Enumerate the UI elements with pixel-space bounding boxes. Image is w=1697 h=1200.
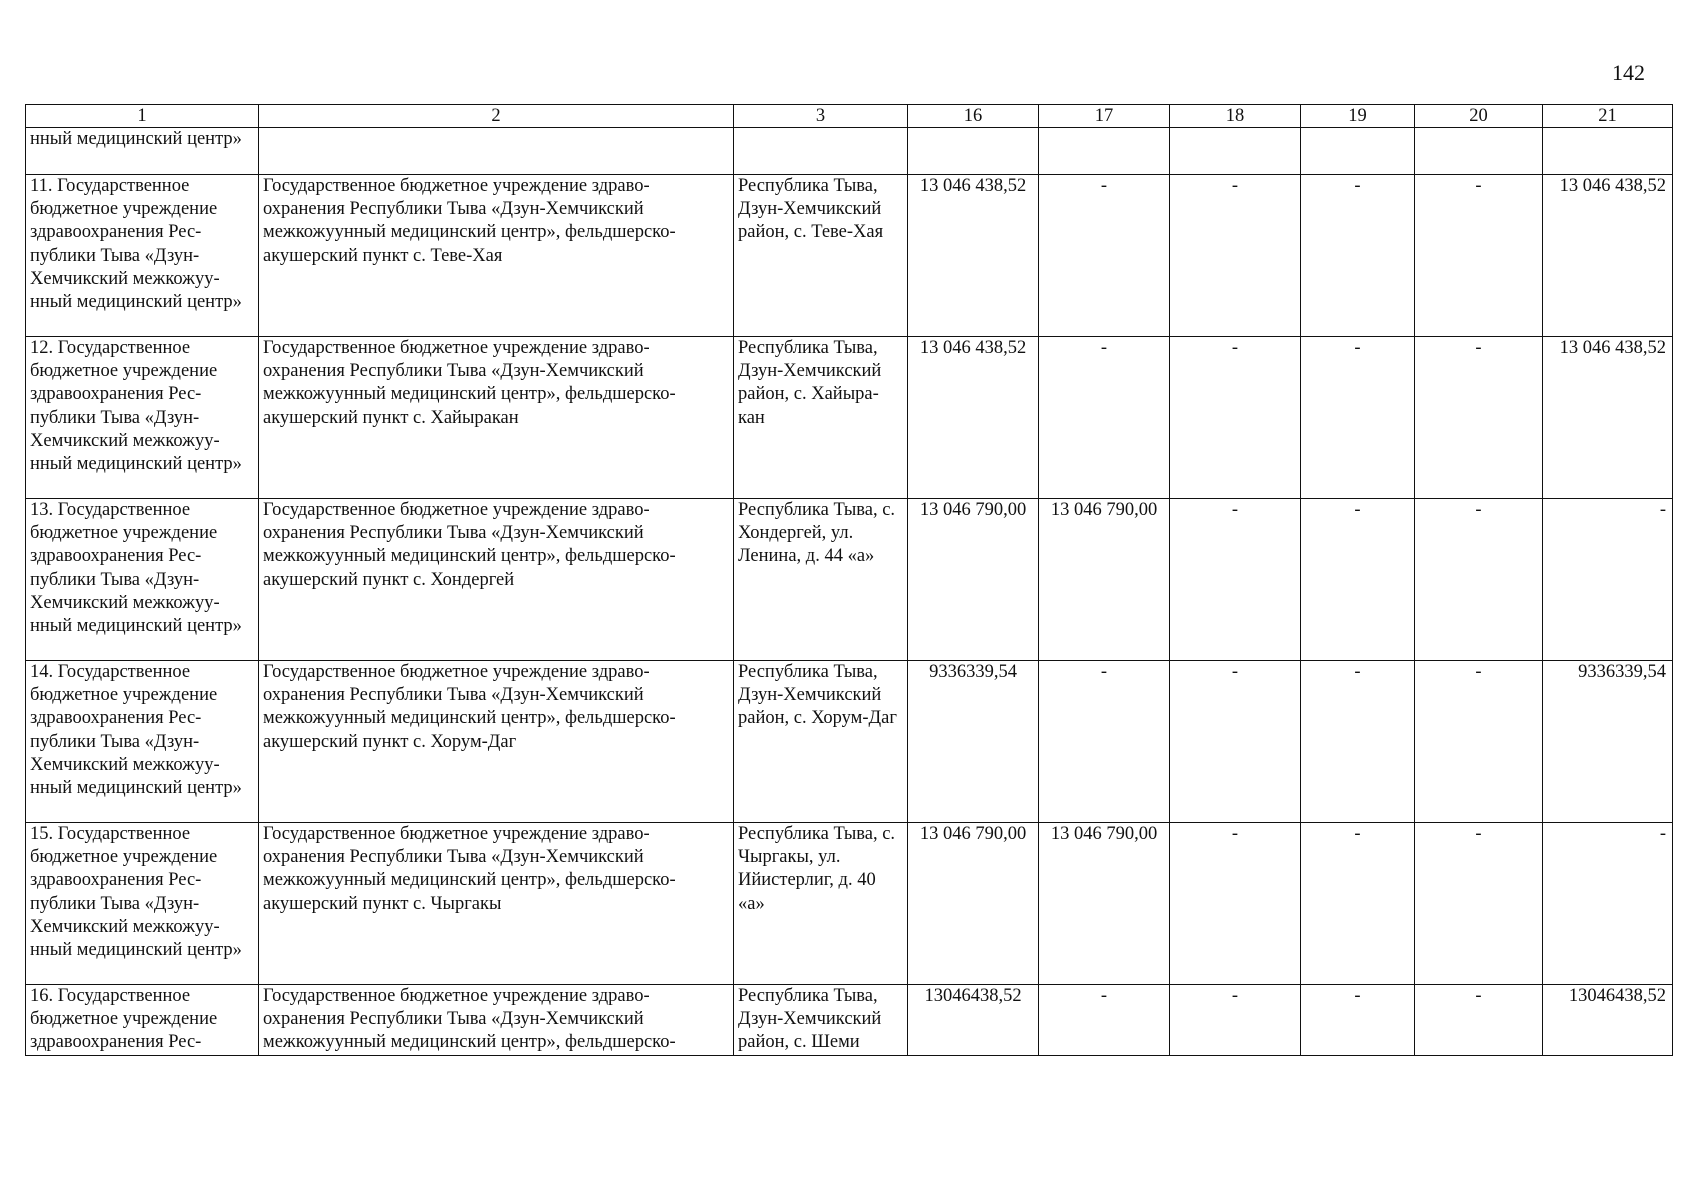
cell-col20: - bbox=[1415, 499, 1543, 661]
cell-col16: 13 046 438,52 bbox=[908, 337, 1039, 499]
table-row bbox=[26, 337, 1673, 499]
cell-col17: - bbox=[1039, 337, 1170, 499]
cell-institution: Государственное бюджетное учреждение здраво-охранения Республики Тыва «Дзун-Хемчикский межкожуунный медицинский центр», фельдшерско-акушерский пункт с. Хондергей bbox=[259, 499, 734, 661]
cell-col21 bbox=[1543, 128, 1673, 175]
cell-col21: 13 046 438,52 bbox=[1543, 175, 1673, 337]
cell-col18: - bbox=[1170, 337, 1301, 499]
cell-institution: Государственное бюджетное учреждение здраво-охранения Республики Тыва «Дзун-Хемчикский межкожуунный медицинский центр», фельдшерско- bbox=[259, 985, 734, 1056]
cell-col21: - bbox=[1543, 499, 1673, 661]
cell-col21: - bbox=[1543, 823, 1673, 985]
cell-col20: - bbox=[1415, 823, 1543, 985]
cell-col17: - bbox=[1039, 175, 1170, 337]
cell-col19: - bbox=[1301, 985, 1415, 1056]
table-row bbox=[26, 499, 1673, 661]
cell-name: 13. Государственное бюджетное учреждение здравоохранения Рес-публики Тыва «Дзун-Хемчикский межкожуу-нный медицинский центр» bbox=[26, 499, 259, 661]
data-table bbox=[25, 104, 1673, 1056]
cell-name: 15. Государственное бюджетное учреждение здравоохранения Рес-публики Тыва «Дзун-Хемчикский межкожуу-нный медицинский центр» bbox=[26, 823, 259, 985]
cell-col21: 13 046 438,52 bbox=[1543, 337, 1673, 499]
cell-address bbox=[734, 128, 908, 175]
table-row bbox=[26, 823, 1673, 985]
cell-col16: 13 046 790,00 bbox=[908, 823, 1039, 985]
col-header-21: 21 bbox=[1543, 105, 1673, 128]
cell-address: Республика Тыва, Дзун-Хемчикский район, с. Хайыра-кан bbox=[734, 337, 908, 499]
cell-col20: - bbox=[1415, 661, 1543, 823]
col-header-20: 20 bbox=[1415, 105, 1543, 128]
cell-name: 11. Государственное бюджетное учреждение здравоохранения Рес-публики Тыва «Дзун-Хемчикский межкожуу-нный медицинский центр» bbox=[26, 175, 259, 337]
col-header-3: 3 bbox=[734, 105, 908, 128]
cell-col17: - bbox=[1039, 661, 1170, 823]
cell-col18: - bbox=[1170, 661, 1301, 823]
cell-institution: Государственное бюджетное учреждение здраво-охранения Республики Тыва «Дзун-Хемчикский межкожуунный медицинский центр», фельдшерско-акушерский пункт с. Хайыракан bbox=[259, 337, 734, 499]
cell-name: 14. Государственное бюджетное учреждение здравоохранения Рес-публики Тыва «Дзун-Хемчикский межкожуу-нный медицинский центр» bbox=[26, 661, 259, 823]
col-header-16: 16 bbox=[908, 105, 1039, 128]
cell-col18: - bbox=[1170, 175, 1301, 337]
cell-col17: - bbox=[1039, 985, 1170, 1056]
cell-col19: - bbox=[1301, 823, 1415, 985]
cell-col18 bbox=[1170, 128, 1301, 175]
cell-col18: - bbox=[1170, 985, 1301, 1056]
cell-col20: - bbox=[1415, 985, 1543, 1056]
cell-col20: - bbox=[1415, 175, 1543, 337]
page-number: 142 bbox=[1612, 60, 1645, 85]
cell-col20 bbox=[1415, 128, 1543, 175]
cell-institution: Государственное бюджетное учреждение здраво-охранения Республики Тыва «Дзун-Хемчикский межкожуунный медицинский центр», фельдшерско-акушерский пункт с. Чыргакы bbox=[259, 823, 734, 985]
cell-name: нный медицинский центр» bbox=[26, 128, 259, 175]
cell-col20: - bbox=[1415, 337, 1543, 499]
col-header-19: 19 bbox=[1301, 105, 1415, 128]
cell-name: 16. Государственное бюджетное учреждение здравоохранения Рес- bbox=[26, 985, 259, 1056]
cell-institution: Государственное бюджетное учреждение здраво-охранения Республики Тыва «Дзун-Хемчикский межкожуунный медицинский центр», фельдшерско-акушерский пункт с. Теве-Хая bbox=[259, 175, 734, 337]
cell-col18: - bbox=[1170, 823, 1301, 985]
cell-col19: - bbox=[1301, 661, 1415, 823]
col-header-17: 17 bbox=[1039, 105, 1170, 128]
cell-institution bbox=[259, 128, 734, 175]
cell-col19 bbox=[1301, 128, 1415, 175]
cell-col17: 13 046 790,00 bbox=[1039, 823, 1170, 985]
cell-col17: 13 046 790,00 bbox=[1039, 499, 1170, 661]
cell-col21: 9336339,54 bbox=[1543, 661, 1673, 823]
cell-col16: 9336339,54 bbox=[908, 661, 1039, 823]
table-row bbox=[26, 175, 1673, 337]
cell-col16: 13 046 790,00 bbox=[908, 499, 1039, 661]
cell-name: 12. Государственное бюджетное учреждение здравоохранения Рес-публики Тыва «Дзун-Хемчикский межкожуу-нный медицинский центр» bbox=[26, 337, 259, 499]
cell-col17 bbox=[1039, 128, 1170, 175]
table-row bbox=[26, 128, 1673, 175]
cell-address: Республика Тыва, Дзун-Хемчикский район, с. Теве-Хая bbox=[734, 175, 908, 337]
cell-col16 bbox=[908, 128, 1039, 175]
cell-address: Республика Тыва, Дзун-Хемчикский район, с. Хорум-Даг bbox=[734, 661, 908, 823]
cell-address: Республика Тыва, Дзун-Хемчикский район, с. Шеми bbox=[734, 985, 908, 1056]
col-header-18: 18 bbox=[1170, 105, 1301, 128]
cell-col18: - bbox=[1170, 499, 1301, 661]
col-header-1: 1 bbox=[26, 105, 259, 128]
cell-institution: Государственное бюджетное учреждение здраво-охранения Республики Тыва «Дзун-Хемчикский межкожуунный медицинский центр», фельдшерско-акушерский пункт с. Хорум-Даг bbox=[259, 661, 734, 823]
cell-col16: 13 046 438,52 bbox=[908, 175, 1039, 337]
table-row bbox=[26, 985, 1673, 1056]
col-header-2: 2 bbox=[259, 105, 734, 128]
table-row bbox=[26, 661, 1673, 823]
cell-col16: 13046438,52 bbox=[908, 985, 1039, 1056]
cell-col21: 13046438,52 bbox=[1543, 985, 1673, 1056]
cell-address: Республика Тыва, с. Чыргакы, ул. Ийистерлиг, д. 40 «а» bbox=[734, 823, 908, 985]
cell-col19: - bbox=[1301, 175, 1415, 337]
cell-address: Республика Тыва, с. Хондергей, ул. Ленина, д. 44 «а» bbox=[734, 499, 908, 661]
cell-col19: - bbox=[1301, 499, 1415, 661]
header-row bbox=[26, 105, 1673, 128]
cell-col19: - bbox=[1301, 337, 1415, 499]
